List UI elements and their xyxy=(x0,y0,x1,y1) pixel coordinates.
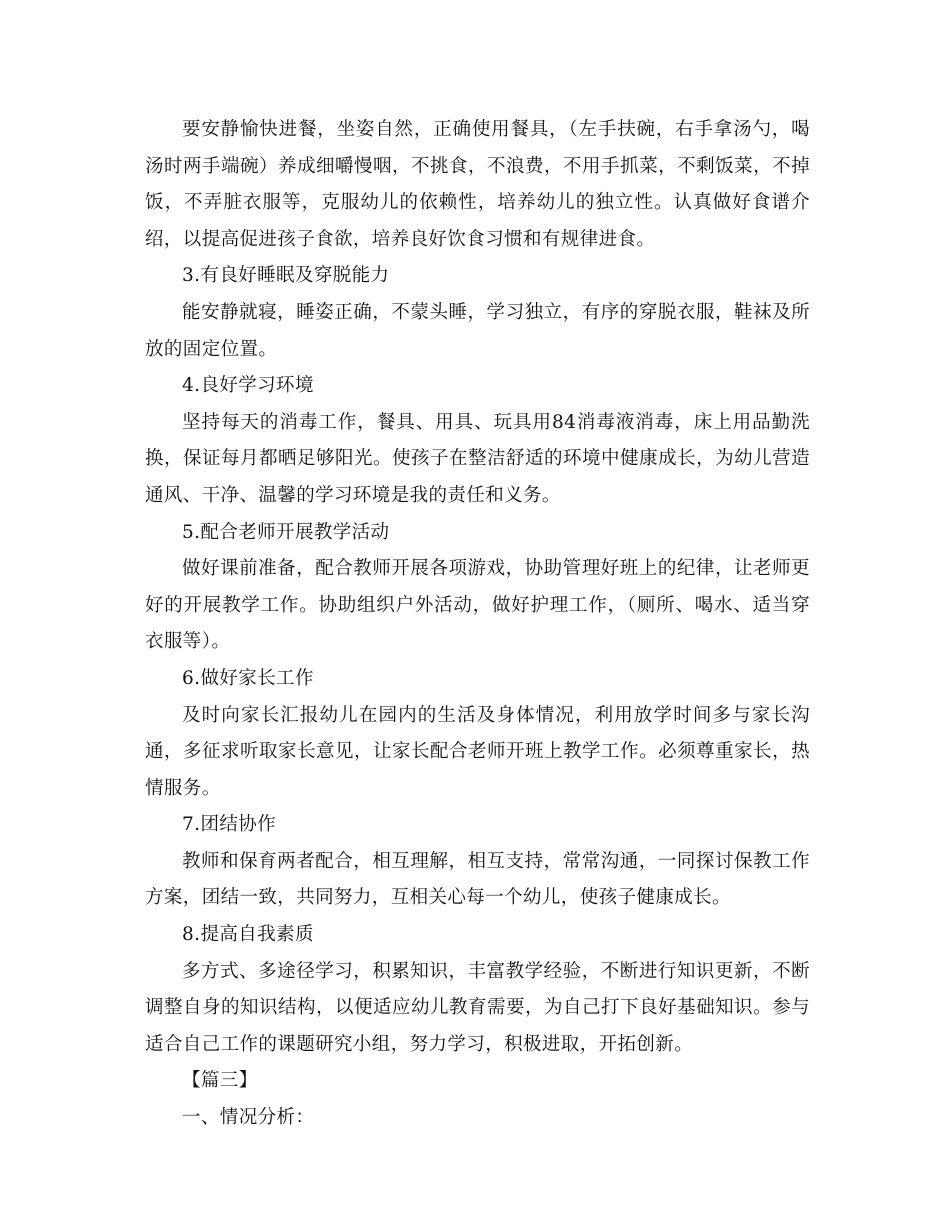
paragraph-meal-habits: 要安静愉快进餐，坐姿自然，正确使用餐具，（左手扶碗，右手拿汤勺，喝汤时两手端碗）养成细嚼慢咽，不挑食，不浪费，不用手抓菜，不剩饭菜，不掉饭，不弄脏衣服等，克服幼儿的依赖性，培养幼儿的独立性。认真做好食谱介绍，以提高促进孩子食欲，培养良好饮食习惯和有规律进食。 xyxy=(145,119,810,250)
section-heading-sleep: 3.有良好睡眠及穿脱能力 xyxy=(182,265,390,287)
paragraph-teamwork: 教师和保育两者配合，相互理解，相互支持，常常沟通，一同探讨保教工作方案，团结一致，共同努力，互相关心每一个幼儿，使孩子健康成长。 xyxy=(145,850,810,909)
paragraph-parents: 及时向家长汇报幼儿在园内的生活及身体情况，利用放学时间多与家长沟通，多征求听取家长意见，让家长配合老师开班上教学工作。必须尊重家长，热情服务。 xyxy=(145,704,810,799)
paragraph-teaching: 做好课前准备，配合教师开展各项游戏，协助管理好班上的纪律，让老师更好的开展教学工作。协助组织户外活动，做好护理工作，（厕所、喝水、适当穿衣服等）。 xyxy=(145,558,810,653)
document-body xyxy=(145,112,810,1137)
situation-analysis-heading: 一、情况分析： xyxy=(182,1107,315,1129)
section-heading-teamwork: 7.团结协作 xyxy=(182,814,277,836)
section-heading-self-improvement: 8.提高自我素质 xyxy=(182,924,314,946)
section-heading-environment: 4.良好学习环境 xyxy=(182,375,314,397)
paragraph-self-improvement: 多方式、多途径学习，积累知识，丰富教学经验，不断进行知识更新，不断调整自身的知识结构，以便适应幼儿教育需要，为自己打下良好基础知识。参与适合自己工作的课题研究小组，努力学习，积极进取，开拓创新。 xyxy=(145,960,810,1055)
paragraph-sleep: 能安静就寝，睡姿正确，不蒙头睡，学习独立，有序的穿脱衣服，鞋袜及所放的固定位置。 xyxy=(145,301,810,360)
section-heading-teaching: 5.配合老师开展教学活动 xyxy=(182,521,390,543)
section-heading-parents: 6.做好家长工作 xyxy=(182,667,314,689)
paragraph-environment: 坚持每天的消毒工作，餐具、用具、玩具用84消毒液消毒，床上用品勤洗换，保证每月都晒足够阳光。使孩子在整洁舒适的环境中健康成长，为幼儿营造通风、干净、温馨的学习环境是我的责任和义务。 xyxy=(145,411,810,506)
part-three-heading: 【篇三】 xyxy=(182,1070,258,1092)
